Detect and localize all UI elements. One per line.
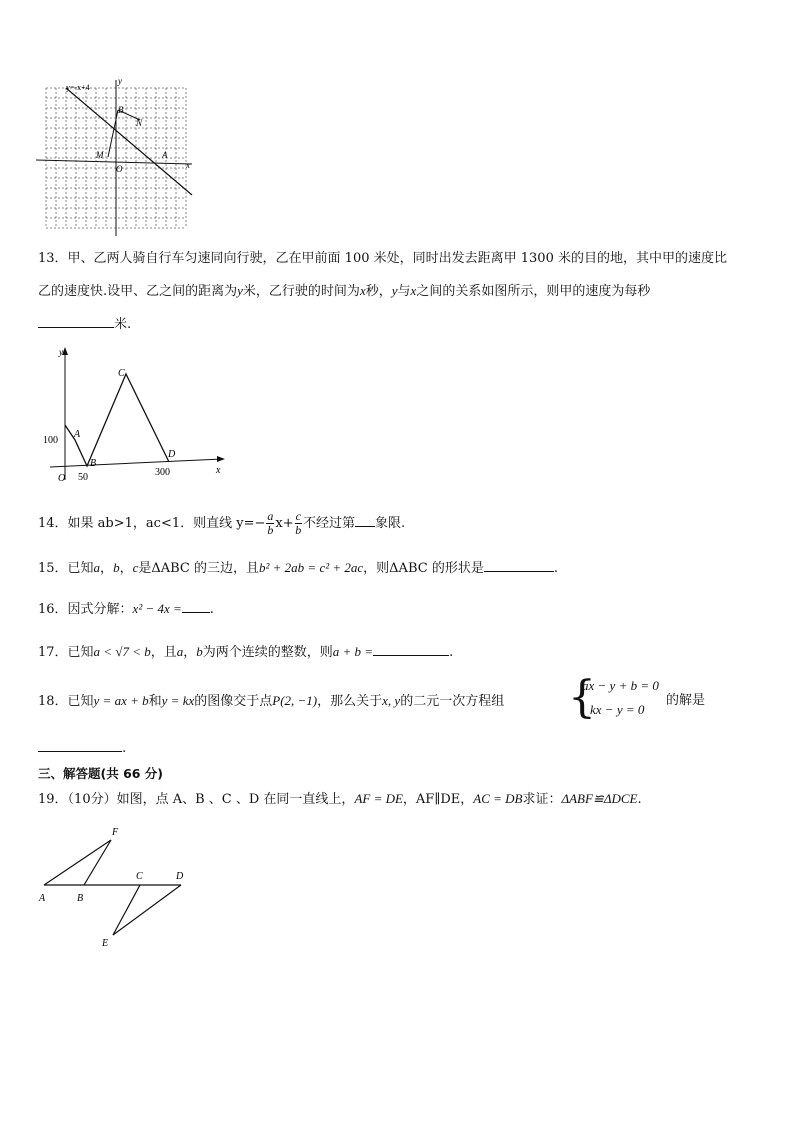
fig12-label-y: y	[118, 78, 122, 86]
figure-q12-grid	[36, 78, 196, 238]
fig13-label-c: C	[118, 368, 125, 379]
fig12-label-x: x	[186, 160, 190, 170]
question-13-line3: 米.	[38, 313, 131, 334]
fig13-label-o: O	[58, 473, 66, 484]
figure-q13-graph	[40, 345, 240, 485]
equation-1: ax − y + b = 0	[582, 678, 659, 693]
answer-blank[interactable]	[355, 512, 375, 527]
question-18-answer: .	[38, 737, 126, 758]
question-19: 19．（10分）如图，点 A、B 、C 、D 在同一直线上，AF = DE，AF∥DE，AC = DB求证：ΔABF≌ΔDCE.	[38, 791, 642, 807]
fig12-label-n: N	[136, 118, 143, 128]
system-brace: {	[568, 672, 596, 723]
question-17: 17．已知a < √7 < b，且a，b为两个连续的整数，则a + b = .	[38, 641, 453, 662]
fig19-label-b: B	[77, 893, 84, 904]
question-16: 16．因式分解：x² − 4x = .	[38, 598, 214, 619]
fig12-label-b: B	[118, 105, 124, 115]
question-13-line1: 13．甲、乙两人骑自行车匀速同向行驶，乙在甲前面 100 米处，同时出发去距离甲 1300 米的目的地，其中甲的速度比	[38, 251, 727, 266]
fig19-label-a: A	[39, 893, 46, 904]
fig12-label-a: A	[162, 150, 168, 160]
figure-q19-triangles	[36, 822, 196, 952]
question-13-line2: 乙的速度快.设甲、乙之间的距离为y米，乙行驶的时间为x秒，y与x之间的关系如图所示，则甲的速度为每秒	[38, 283, 651, 299]
fig19-label-c: C	[136, 871, 143, 882]
section-title: 三、解答题(共 66 分)	[38, 766, 164, 781]
var-x: x	[359, 283, 366, 298]
fig13-label-b: B	[90, 458, 97, 469]
equation-2: kx − y = 0	[590, 702, 645, 717]
answer-blank[interactable]	[373, 641, 449, 656]
question-14: 14．如果 ab>1，ac<1．则直线 y=− $\frac{a}{b}$ x+ $\frac{c}{b}$ 不经过第 象限.	[38, 509, 406, 537]
fig13-label-x: x	[216, 465, 221, 476]
answer-blank[interactable]	[182, 598, 210, 613]
answer-blank[interactable]	[484, 557, 554, 572]
fig13-tick-100: 100	[43, 435, 58, 446]
fig13-tick-300: 300	[155, 467, 170, 478]
fig12-line-label: y=-x+4	[66, 83, 90, 92]
fig12-label-o: O	[116, 164, 123, 174]
fig13-tick-50: 50	[78, 472, 88, 483]
question-15: 15．已知a，b，c是ΔABC 的三边，且b² + 2ab = c² + 2ac，则ΔABC 的形状是 .	[38, 557, 558, 578]
fig19-label-f: F	[112, 827, 119, 838]
fig13-label-a: A	[74, 429, 81, 440]
equation-system	[568, 672, 668, 723]
var-y: y	[237, 283, 243, 298]
fig12-label-m: M	[96, 150, 104, 160]
fig19-label-d: D	[176, 871, 184, 882]
fig19-label-e: E	[102, 938, 109, 949]
answer-blank[interactable]	[38, 737, 122, 752]
fig13-label-d: D	[168, 449, 176, 460]
answer-blank[interactable]	[38, 313, 114, 328]
fig13-label-y: y	[59, 347, 63, 357]
question-18: 18．已知y = ax + b和y = kx的图像交于点P(2, −1)，那么关于x, y的二元一次方程组	[38, 693, 505, 709]
question-18-tail: 的解是	[666, 693, 706, 708]
